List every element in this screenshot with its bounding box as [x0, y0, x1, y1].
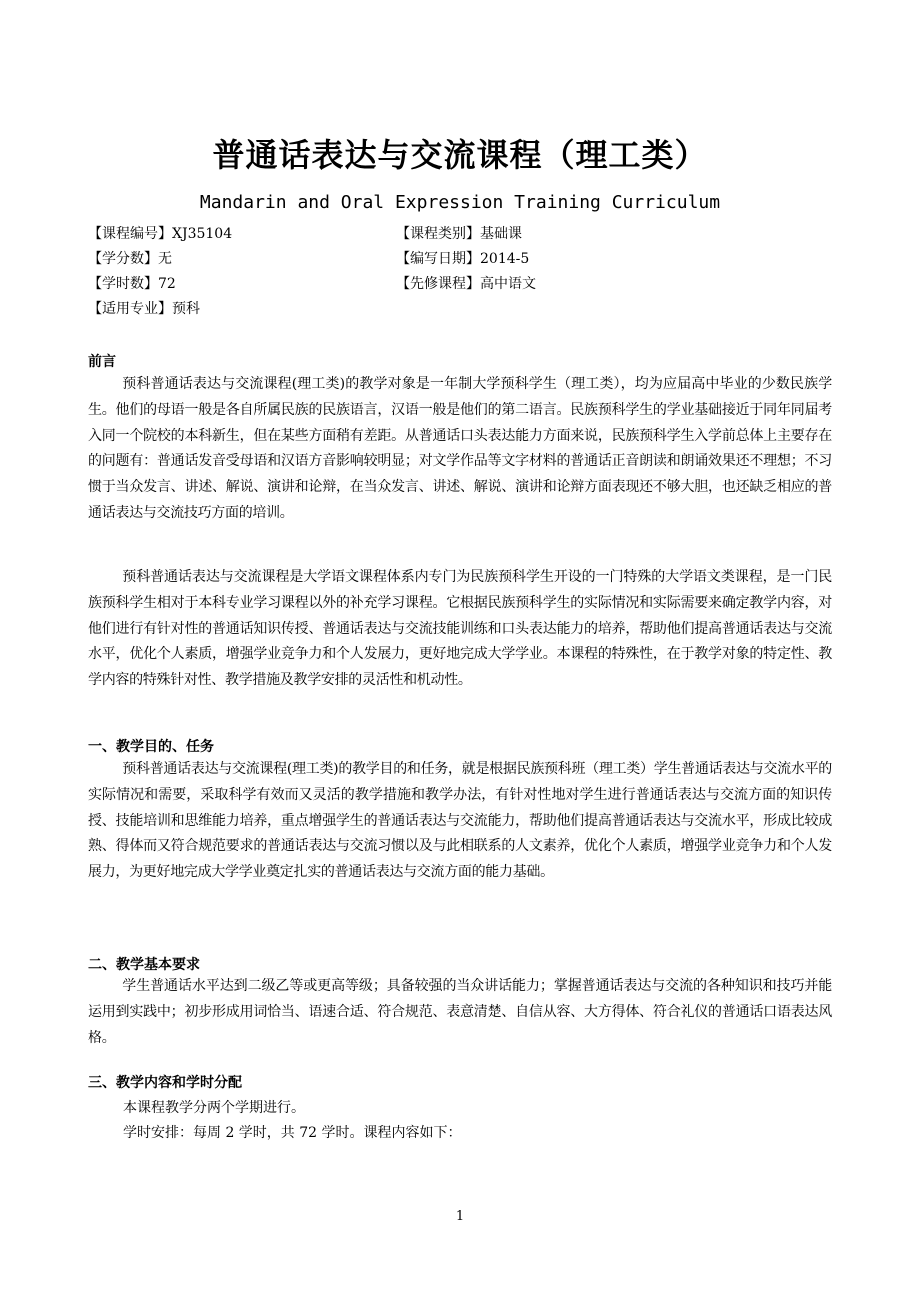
- course-code-value: XJ35104: [172, 226, 233, 242]
- credits-value: 无: [158, 251, 172, 267]
- prerequisite-value: 高中语文: [480, 276, 536, 292]
- page-number: 1: [455, 1209, 465, 1224]
- credits: [88, 249, 172, 269]
- course-type-value: 基础课: [480, 226, 522, 242]
- section3-line-2: 学时安排：每周 2 学时，共 72 学时。课程内容如下：: [123, 1125, 462, 1141]
- preface-paragraph-2: 预科普通话表达与交流课程是大学语文课程体系内专门为民族预科学生开设的一门特殊的大学语文类课程，是一门民族预科学生相对于本科专业学习课程以外的补充学习课程。它根据民族预科学生的实际情况和实际需要来确定教学内容，对他们进行有针对性的普通话知识传授、普通话表达与交流技能训练和口头表达能力的培养，帮助他们提高普通话表达与交流水平，优化个人素质，增强学业竞争力和个人发展力，更好地完成大学学业。本课程的特殊性，在于教学对象的特定性、教学内容的特殊针对性、教学措施及教学安排的灵活性和机动性。: [88, 569, 832, 689]
- compile-date-value: 2014-5: [480, 251, 530, 267]
- section3-heading: 三、教学内容和学时分配: [88, 1075, 242, 1091]
- class-hours: [88, 274, 176, 294]
- preface-paragraph-1: 预科普通话表达与交流课程(理工类)的教学对象是一年制大学预科学生（理工类），均为应届高中毕业的少数民族学生。他们的母语一般是各自所属民族的民族语言，汉语一般是他们的第二语言。民族预科学生的学业基础接近于同年同届考入同一个院校的本科新生，但在某些方面稍有差距。从普通话口头表达能力方面来说，民族预科学生入学前总体上主要存在的问题有：普通话发音受母语和汉语方音影响较明显；对文学作品等文字材料的普通话正音朗读和朗诵效果还不理想；不习惯于当众发言、讲述、解说、演讲和论辩，在当众发言、讲述、解说、演讲和论辩方面表现还不够大胆，也还缺乏相应的普通话表达与交流技巧方面的培训。: [88, 376, 832, 521]
- course-code: [88, 224, 232, 244]
- document-title: 普通话表达与交流课程（理工类）: [212, 136, 708, 174]
- preface-heading: 前言: [88, 354, 116, 370]
- section1-paragraph: 预科普通话表达与交流课程(理工类)的教学目的和任务，就是根据民族预科班（理工类）学生普通话表达与交流水平的实际情况和需要，采取科学有效而又灵活的教学措施和教学办法，有针对性地对学生进行普通话表达与交流方面的知识传授、技能培训和思维能力培养，重点增强学生的普通话表达与交流能力，帮助他们提高普通话表达与交流水平，形成比较成熟、得体而又符合规范要求的普通话表达与交流习惯以及与此相联系的人文素养，优化个人素质，增强学业竞争力和个人发展力，为更好地完成大学学业奠定扎实的普通话表达与交流方面的能力基础。: [88, 761, 832, 881]
- compile-date-label: 【编写日期】: [396, 251, 480, 267]
- applicable-major: [88, 299, 200, 319]
- class-hours-value: 72: [158, 276, 176, 292]
- prerequisite: [396, 274, 536, 294]
- document-subtitle: Mandarin and Oral Expression Training Curriculum: [199, 192, 721, 213]
- applicable-major-value: 预科: [172, 301, 200, 317]
- section2-heading: 二、教学基本要求: [88, 957, 200, 973]
- class-hours-label: 【学时数】: [88, 276, 158, 292]
- course-type-label: 【课程类别】: [396, 226, 480, 242]
- compile-date: [396, 249, 529, 269]
- course-code-label: 【课程编号】: [88, 226, 172, 242]
- applicable-major-label: 【适用专业】: [88, 301, 172, 317]
- section2-paragraph: 学生普通话水平达到二级乙等或更高等级；具备较强的当众讲话能力；掌握普通话表达与交流的各种知识和技巧并能运用到实践中；初步形成用词恰当、语速合适、符合规范、表意清楚、自信从容、大方得体、符合礼仪的普通话口语表达风格。: [88, 978, 832, 1046]
- course-type: [396, 224, 522, 244]
- prerequisite-label: 【先修课程】: [396, 276, 480, 292]
- section1-heading: 一、教学目的、任务: [88, 739, 214, 755]
- section3-line-1: 本课程教学分两个学期进行。: [123, 1100, 305, 1116]
- credits-label: 【学分数】: [88, 251, 158, 267]
